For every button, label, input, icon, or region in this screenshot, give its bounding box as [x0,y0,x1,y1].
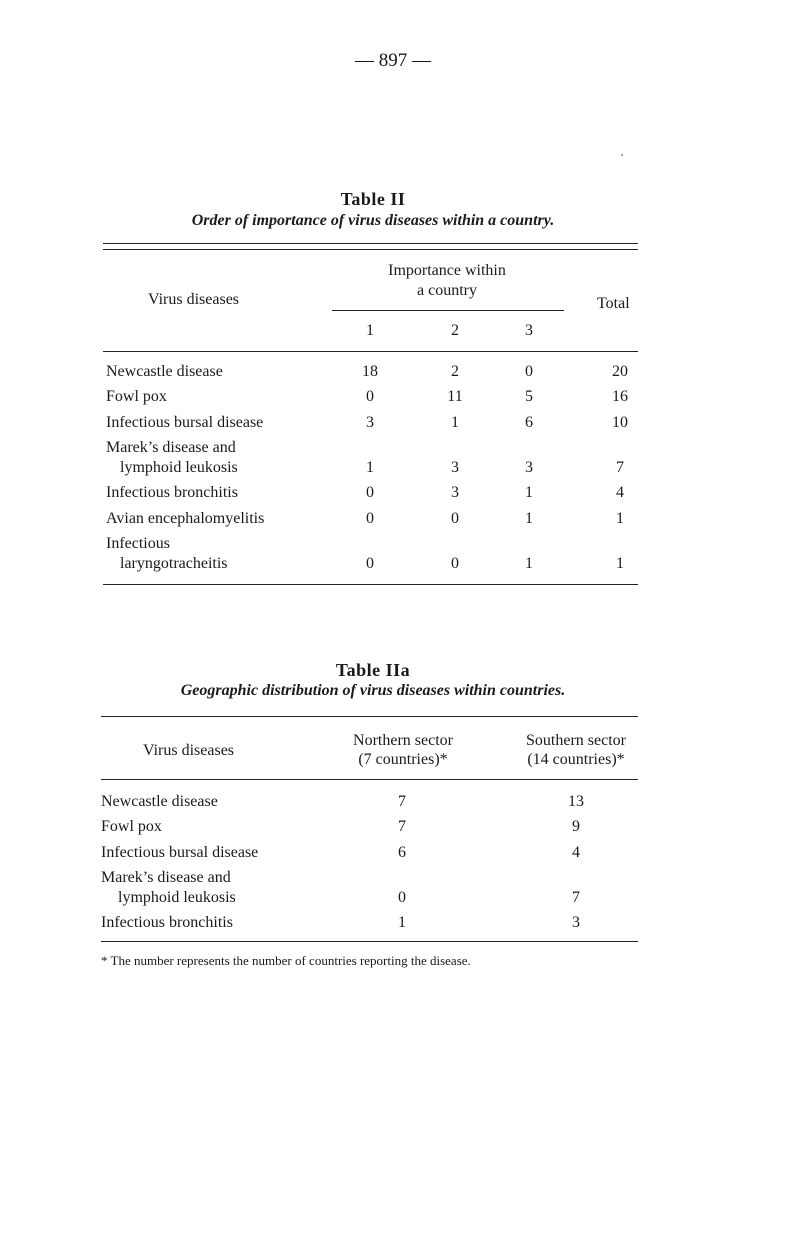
disease-name: Infectious bursal disease [101,844,259,861]
footnote: * The number represents the number of countries reporting the disease. [101,953,471,968]
table-ii-header-rule [103,351,638,352]
disease-name: Marek’s disease and [101,869,231,886]
total-count: 10 [612,414,628,431]
table-iia-header-rule [101,779,638,780]
rank-3-count: 5 [525,388,533,405]
rank-3-count: 1 [525,510,533,527]
rank-3-count: 0 [525,363,533,380]
disease-name: Infectious bursal disease [106,414,264,431]
disease-name: Newcastle disease [106,363,223,380]
rank-2-count: 2 [451,363,459,380]
rank-1-count: 18 [362,363,378,380]
table-ii-importance-rule [332,310,564,311]
rank-3-count: 1 [525,555,533,572]
table-ii-caption: Order of importance of virus diseases within a country. [191,212,555,229]
total-count: 1 [616,555,624,572]
table-iia-caption: Geographic distribution of virus diseases within countries. [180,682,566,699]
table-ii-rank-3: 3 [525,322,533,339]
table-ii-header-importance-2: a country [417,282,477,299]
southern-count: 3 [572,914,580,931]
rank-2-count: 11 [447,388,463,405]
rank-1-count: 0 [366,388,374,405]
table-ii-header-importance-1: Importance within [388,262,506,279]
southern-count: 4 [572,844,580,861]
rank-3-count: 1 [525,484,533,501]
disease-name: Fowl pox [101,818,162,835]
rank-3-count: 6 [525,414,533,431]
table-iia-bottom-rule [101,941,638,942]
rank-2-count: 0 [451,555,459,572]
table-iia-header-virus: Virus diseases [143,742,235,759]
rank-2-count: 3 [451,459,459,476]
rank-1-count: 0 [366,484,374,501]
rank-1-count: 3 [366,414,374,431]
table-ii-top-rule-2 [103,249,638,250]
table-ii-title: Table II [340,189,406,209]
total-count: 4 [616,484,624,501]
disease-name-continued: lymphoid leukosis [118,889,236,906]
total-count: 7 [616,459,624,476]
disease-name: Infectious bronchitis [106,484,238,501]
table-ii-rank-1: 1 [366,322,374,339]
northern-count: 7 [398,818,406,835]
southern-count: 9 [572,818,580,835]
total-count: 20 [612,363,628,380]
disease-name: Fowl pox [106,388,167,405]
northern-count: 1 [398,914,406,931]
disease-name: Marek’s disease and [106,439,236,456]
table-ii-header-virus: Virus diseases [148,291,240,308]
rank-2-count: 0 [451,510,459,527]
total-count: 16 [612,388,628,405]
table-iia-header-south-2: (14 countries)* [527,751,625,768]
rank-1-count: 0 [366,510,374,527]
rank-3-count: 3 [525,459,533,476]
table-ii-top-rule [103,243,638,244]
table-iia-title: Table IIa [335,660,411,680]
table-ii-bottom-rule [103,584,638,585]
table-iia-header-north-1: Northern sector [353,732,453,749]
table-ii-rank-2: 2 [451,322,459,339]
northern-count: 7 [398,793,406,810]
page-number: — 897 — [355,50,431,71]
disease-name: Infectious bronchitis [101,914,233,931]
disease-name-continued: laryngotracheitis [120,555,228,572]
disease-name: Newcastle disease [101,793,218,810]
table-iia-top-rule [101,716,638,717]
scan-speck [621,154,623,156]
southern-count: 13 [568,793,584,810]
table-ii-header-total: Total [597,295,630,312]
southern-count: 7 [572,889,580,906]
northern-count: 6 [398,844,406,861]
rank-1-count: 0 [366,555,374,572]
rank-2-count: 3 [451,484,459,501]
total-count: 1 [616,510,624,527]
table-iia-header-north-2: (7 countries)* [358,751,448,768]
disease-name: Infectious [106,535,170,552]
northern-count: 0 [398,889,406,906]
disease-name-continued: lymphoid leukosis [120,459,238,476]
rank-1-count: 1 [366,459,374,476]
rank-2-count: 1 [451,414,459,431]
disease-name: Avian encephalomyelitis [106,510,265,527]
table-iia-header-south-1: Southern sector [526,732,626,749]
